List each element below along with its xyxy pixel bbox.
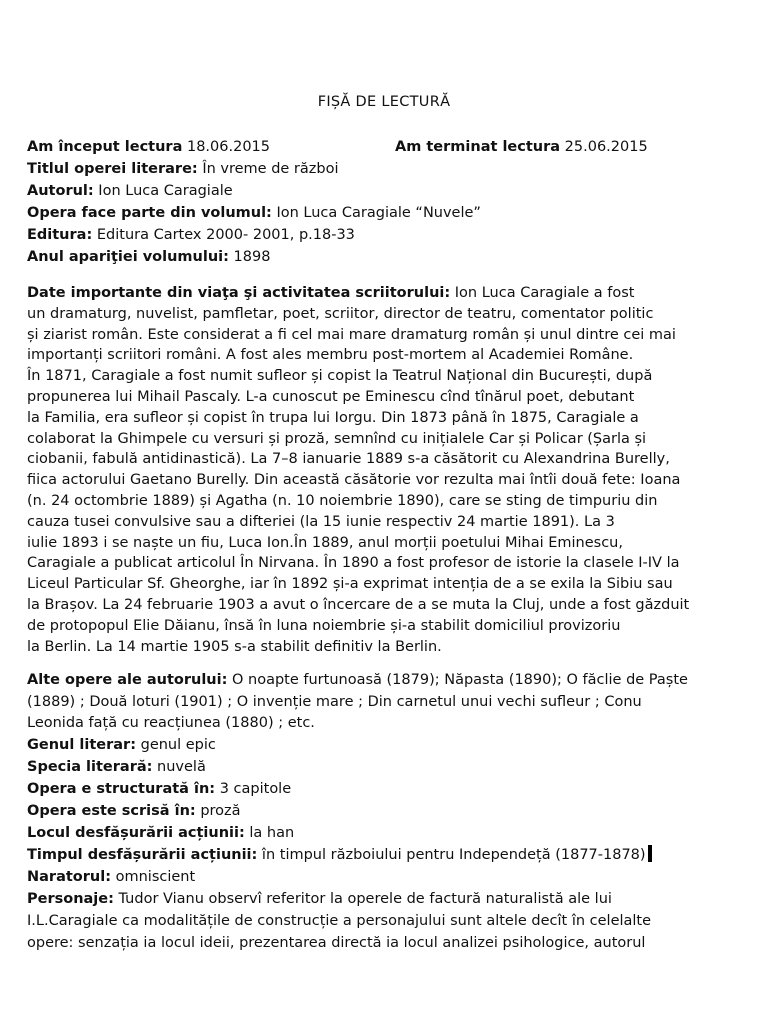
other-works-line: Leonida față cu reacțiunea (1880) ; etc.: [27, 715, 315, 731]
detail-label: Locul desfășurării acțiunii:: [27, 825, 245, 841]
detail-value: la han: [244, 825, 295, 841]
reading-end-date: 25.06.2015: [564, 139, 648, 155]
detail-row-time: [27, 844, 652, 866]
detail-label: Opera este scrisă în:: [27, 803, 196, 819]
biography-line: fiica actorului Gaetano Burelly. Din această căsătorie vor rezulta mai întîi două fete: Ioana: [27, 472, 681, 489]
biography-line: un dramaturg, nuvelist, pamfletar, poet, scriitor, director de teatru, comentator politic: [27, 305, 654, 322]
info-row-title: [27, 158, 339, 180]
detail-label: Genul literar:: [27, 737, 136, 753]
biography-line: de protopopul Elie Dăianu, însă în luna noiembrie și-a stabilit domiciliul provizoriu: [27, 617, 621, 634]
biography-line: ciobanii, fabulă antidinastică). La 7–8 ianuarie 1889 s-a căsătorit cu Alexandrina Burelly,: [27, 451, 670, 468]
biography-line: propunerea lui Mihail Pascaly. L-a cunoscut pe Eminescu cînd tînărul poet, debutant: [27, 388, 635, 405]
biography-line: la Brașov. La 24 februarie 1903 a avut o încercare de a se muta la Cluj, unde a fost găzduit: [27, 596, 690, 613]
biography-line: iulie 1893 i se naște un fiu, Luca Ion.În 1889, anul morții poetului Mihai Eminescu,: [27, 534, 623, 551]
detail-value: proză: [195, 803, 241, 819]
biography-line: În 1871, Caragiale a fost numit sufleor și copist la Teatrul Național din București, după: [27, 368, 653, 385]
biography-label: Date importante din viaţa şi activitatea scriitorului:: [27, 285, 451, 301]
biography-line: importanți scriitori români. A fost ales membru post-mortem al Academiei Române.: [27, 347, 634, 364]
document-title: FIȘĂ DE LECTURĂ: [317, 94, 451, 110]
info-value: Ion Luca Caragiale: [93, 183, 233, 199]
biography-line: Caragiale a publicat articolul În Nirvana. În 1890 a fost profesor de istorie la clasele I-IV la: [27, 555, 680, 572]
info-row-volume: [27, 202, 481, 224]
characters-label: Personaje:: [27, 891, 114, 907]
characters-line: Tudor Vianu observî referitor la operele de factură naturalistă ale lui: [113, 891, 612, 907]
paragraph-line: [27, 670, 747, 692]
info-row-author: [27, 180, 233, 202]
detail-row-structure: [27, 778, 291, 800]
characters-line: I.L.Caragiale ca modalitățile de construcție a personajului sunt altele decît în celelalte: [27, 913, 652, 929]
characters-line: opere: senzația ia locul ideii, prezentarea directă ia locul analizei psihologice, autorul: [27, 935, 646, 951]
info-row-publisher: [27, 224, 355, 246]
info-value: Ion Luca Caragiale “Nuvele”: [271, 205, 481, 221]
info-value: În vreme de război: [197, 161, 339, 177]
biography-line: la Familia, era sufleor și copist în trupa lui Iorgu. Din 1873 până în 1875, Caragiale a: [27, 409, 639, 426]
reading-start-label: Am început lectura: [27, 139, 183, 155]
other-works-label: Alte opere ale autorului:: [27, 672, 228, 688]
biography-line: cauza tusei convulsive sau a difteriei (la 15 iunie respectiv 24 martie 1891). La 3: [27, 513, 615, 530]
paragraph-line: [27, 283, 747, 304]
detail-row-form: [27, 800, 241, 822]
biography-line: la Berlin. La 14 martie 1905 s-a stabilit definitiv la Berlin.: [27, 638, 442, 655]
detail-row-genre: [27, 734, 216, 756]
detail-label: Opera e structurată în:: [27, 781, 216, 797]
info-label: Anul apariţiei volumului:: [27, 249, 229, 265]
biography-paragraph: [27, 283, 747, 657]
biography-line: Ion Luca Caragiale a fost: [450, 285, 635, 301]
other-works-line: (1889) ; Două loturi (1901) ; O invenție mare ; Din carnetul unui vechi sufleur ; Conu: [27, 693, 642, 710]
detail-value: 3 capitole: [215, 781, 292, 797]
info-label: Opera face parte din volumul:: [27, 205, 272, 221]
detail-label: Specia literară:: [27, 759, 153, 775]
paragraph-line: [27, 888, 747, 910]
biography-line: Liceul Particular Sf. Gheorghe, iar în 1892 și-a exprimat intenția de a se exila la Sibiu sau: [27, 576, 673, 593]
detail-value: în timpul războiului pentru Independeță (1877-1878): [257, 847, 646, 863]
detail-row-place: [27, 822, 294, 844]
biography-line: colaborat la Ghimpele cu versuri și proză, semnînd cu inițialele Car și Policar (Șarla și: [27, 430, 647, 447]
biography-line: (n. 24 octombrie 1889) și Agatha (n. 10 noiembrie 1890), care se sting de timpuriu din: [27, 492, 658, 509]
detail-value: genul epic: [136, 737, 216, 753]
info-label: Titlul operei literare:: [27, 161, 198, 177]
info-row-year: [27, 246, 270, 268]
text-cursor: [648, 845, 652, 862]
info-label: Autorul:: [27, 183, 94, 199]
detail-row-narrator: [27, 866, 195, 888]
detail-label: Naratorul:: [27, 869, 111, 885]
info-value: Editura Cartex 2000- 2001, p.18-33: [92, 227, 355, 243]
detail-label: Timpul desfășurării acțiunii:: [27, 847, 258, 863]
other-works-line: O noapte furtunoasă (1879); Năpasta (1890); O făclie de Paște: [227, 672, 688, 688]
info-label: Editura:: [27, 227, 93, 243]
characters-paragraph: [27, 888, 747, 954]
biography-line: și ziarist român. Este considerat a fi cel mai mare dramaturg român și unul dintre cei mai: [27, 326, 676, 343]
reading-end-row: [395, 136, 648, 158]
reading-end-label: Am terminat lectura: [395, 139, 561, 155]
detail-row-species: [27, 756, 206, 778]
other-works-paragraph: [27, 670, 747, 735]
reading-start-row: [27, 136, 270, 158]
detail-value: nuvelă: [152, 759, 206, 775]
detail-value: omniscient: [111, 869, 196, 885]
info-value: 1898: [228, 249, 271, 265]
reading-start-date: 18.06.2015: [186, 139, 271, 155]
